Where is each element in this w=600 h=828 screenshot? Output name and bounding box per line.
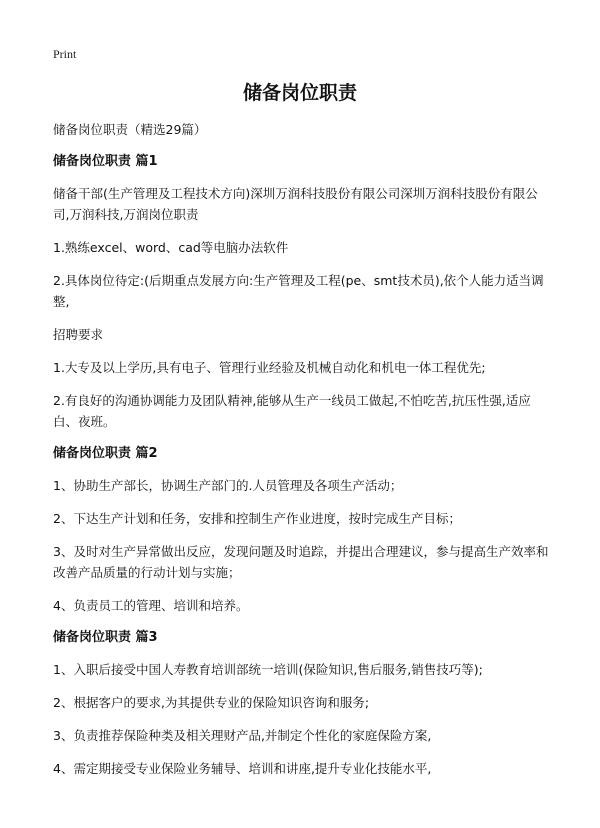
paragraph: 1.大专及以上学历,具有电子、管理行业经验及机械自动化和机电一体工程优先; xyxy=(53,360,486,375)
document-body xyxy=(53,119,553,791)
page-title: 储备岗位职责 xyxy=(242,82,357,104)
intro-text: 储备岗位职责（精选29篇） xyxy=(53,122,207,137)
paragraph: 4、需定期接受专业保险业务辅导、培训和讲座,提升专业化技能水平, xyxy=(53,761,432,776)
section-heading: 储备岗位职责 篇1 xyxy=(53,154,158,169)
section-2 xyxy=(53,444,553,616)
section-heading: 储备岗位职责 篇3 xyxy=(53,630,158,645)
section-3 xyxy=(53,628,553,779)
print-link[interactable]: Print xyxy=(53,47,77,61)
paragraph: 4、负责员工的管理、培训和培养。 xyxy=(53,598,249,613)
section-1 xyxy=(53,152,553,432)
paragraph: 2、下达生产计划和任务，安排和控制生产作业进度，按时完成生产目标； xyxy=(53,511,461,526)
paragraph: 1.熟练excel、word、cad等电脑办法软件 xyxy=(53,240,289,255)
paragraph: 2、根据客户的要求,为其提供专业的保险知识咨询和服务; xyxy=(53,695,370,710)
section-heading: 储备岗位职责 篇2 xyxy=(53,446,158,461)
paragraph: 3、负责推荐保险种类及相关理财产品,并制定个性化的家庭保险方案, xyxy=(53,728,432,743)
paragraph: 2.有良好的沟通协调能力及团队精神,能够从生产一线员工做起,不怕吃苦,抗压性强,适应白、夜班。 xyxy=(53,393,531,429)
paragraph: 2.具体岗位待定:(后期重点发展方向:生产管理及工程(pe、smt技术员),依个人能力适当调整, xyxy=(53,273,544,309)
paragraph: 招聘要求 xyxy=(53,327,104,342)
paragraph: 3、及时对生产异常做出反应，发现问题及时追踪，并提出合理建议，参与提高生产效率和改善产品质量的行动计划与实施； xyxy=(53,544,549,580)
paragraph: 1、协助生产部长，协调生产部门的.人员管理及各项生产活动； xyxy=(53,478,403,493)
paragraph: 储备干部(生产管理及工程技术方向)深圳万润科技股份有限公司深圳万润科技股份有限公司,万润科技,万润岗位职责 xyxy=(53,186,538,222)
paragraph: 1、入职后接受中国人寿教育培训部统一培训(保险知识,售后服务,销售技巧等); xyxy=(53,662,483,677)
